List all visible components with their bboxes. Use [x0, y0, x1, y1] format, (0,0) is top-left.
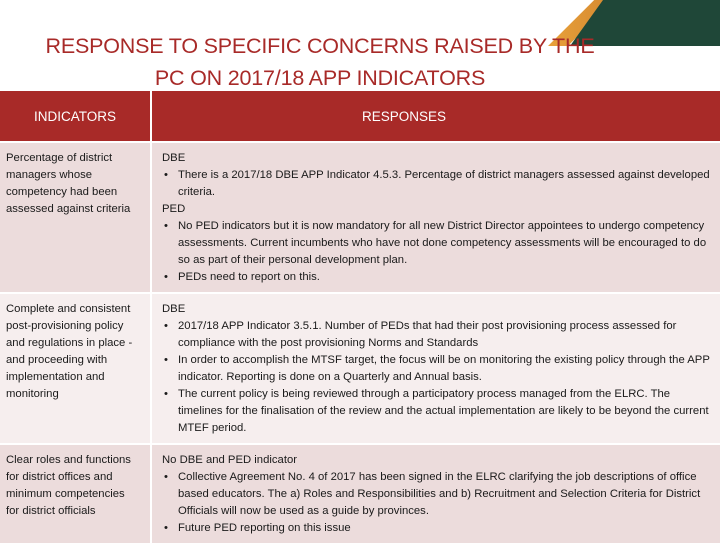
response-cell	[151, 293, 720, 444]
response-bullet: • 2017/18 APP Indicator 3.5.1. Number of PEDs that had their post provisioning process assessed for compliance with the post provisioning Norms and Standards	[162, 318, 716, 352]
indicator-cell: Complete and consistent post-provisioning policy and regulations in place - and proceeding with implementation and monitoring	[0, 293, 151, 444]
response-bullet: • Future PED reporting on this issue	[162, 520, 716, 537]
response-cell	[151, 142, 720, 293]
response-bullet: • No PED indicators but it is now mandatory for all new District Director appointees to undergo competency assessments. Current incumbents who have not done competency assessments will be encouraged to do so as part of their personal development plan.	[162, 218, 716, 269]
title-line-1: RESPONSE TO SPECIFIC CONCERNS RAISED BY THE	[45, 34, 595, 58]
response-bullet: • Collective Agreement No. 4 of 2017 has been signed in the ELRC clarifying the job descriptions of office based educators. The a) Roles and Responsibilities and b) Recruitment and Selection Criteria for District Officials will now be used as a guide by provinces.	[162, 469, 716, 520]
response-block-head: DBE	[162, 303, 186, 315]
header-indicators: INDICATORS	[0, 91, 151, 142]
slide-title	[0, 30, 640, 94]
response-bullet: • PEDs need to report on this.	[162, 269, 716, 286]
table-header-row	[0, 91, 720, 142]
response-block-head: No DBE and PED indicator	[162, 454, 297, 466]
response-cell	[151, 444, 720, 543]
indicator-cell: Clear roles and functions for district offices and minimum competencies for district officials	[0, 444, 151, 543]
response-block-head: DBE	[162, 152, 186, 164]
response-bullet: • There is a 2017/18 DBE APP Indicator 4.5.3. Percentage of district managers assessed against developed criteria.	[162, 167, 716, 201]
title-line-2: PC ON 2017/18 APP INDICATORS	[154, 66, 486, 90]
indicator-cell: Percentage of district managers whose competency had been assessed against criteria	[0, 142, 151, 293]
header-responses: RESPONSES	[151, 91, 720, 142]
table-row	[0, 142, 720, 293]
table-row	[0, 293, 720, 444]
concerns-table	[0, 91, 720, 543]
table-row	[0, 444, 720, 543]
response-block-head: PED	[162, 203, 186, 215]
response-bullet: • The current policy is being reviewed through a participatory process managed from the ELRC. The timelines for the finalisation of the review and the actual implementation are likely to be beyond the current MTEF period.	[162, 386, 716, 437]
response-bullet: • In order to accomplish the MTSF target, the focus will be on monitoring the existing policy through the APP indicator. Reporting is done on a Quarterly and Annual basis.	[162, 352, 716, 386]
